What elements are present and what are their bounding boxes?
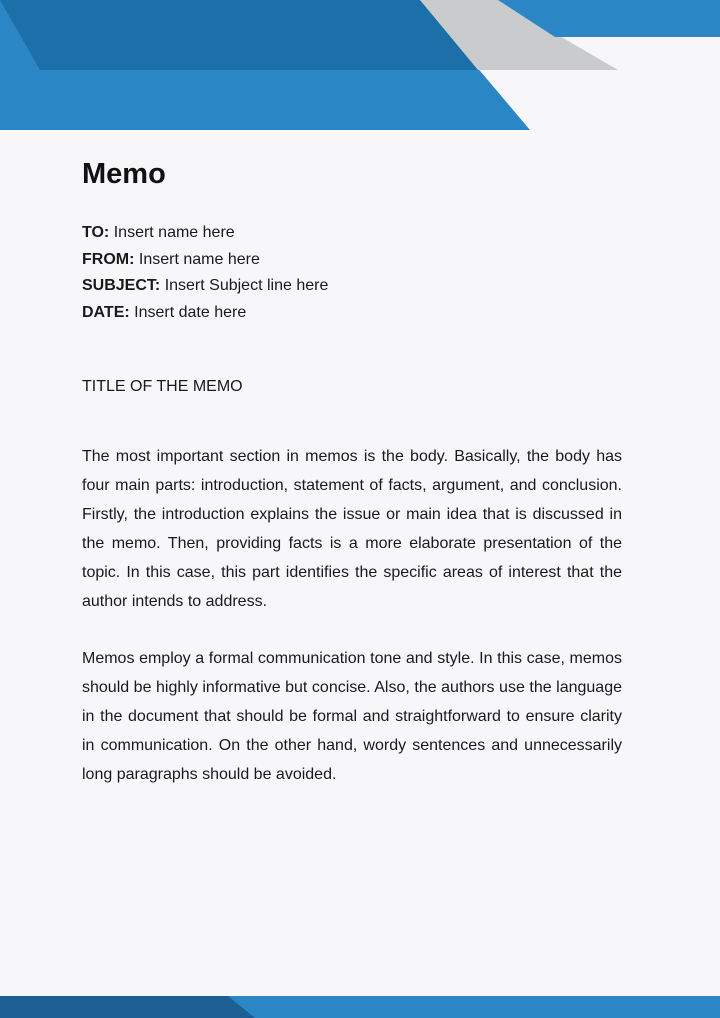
header-graphic	[0, 0, 720, 132]
subject-label: SUBJECT:	[82, 277, 161, 295]
date-line	[82, 300, 622, 327]
body-paragraph: Memos employ a formal communication tone and style. In this case, memos should be highly informative but concise. Also, the authors use the language in the document that should be formal and straightforward to ensure clarity in communication. On the other hand, wordy sentences and unnecessarily long paragraphs should be avoided.	[82, 649, 622, 783]
from-line	[82, 247, 622, 274]
to-line	[82, 220, 622, 247]
to-label: TO:	[82, 224, 110, 241]
from-label: FROM:	[82, 250, 135, 268]
memo-document	[82, 152, 622, 789]
date-label: DATE:	[82, 304, 130, 322]
footer-dark-band	[0, 996, 255, 1018]
date-value: Insert date here	[134, 304, 247, 322]
from-value: Insert name here	[138, 250, 260, 268]
body-paragraph: The most important section in memos is the body. Basically, the body has four main parts: introduction, statement of facts, argument, and conclusion. Firstly, the introduction explains the issue or main idea that is discussed in the memo. Then, providing facts is a more elaborate presentation of the topic. In this case, this part identifies the specific areas of interest that the author intends to address.	[82, 447, 622, 610]
memo-title: Memo	[82, 158, 166, 190]
memo-section-title: TITLE OF THE MEMO	[82, 377, 243, 395]
subject-value: Insert Subject line here	[164, 277, 329, 295]
header-dark-band	[0, 0, 478, 70]
memo-header-fields	[82, 220, 622, 327]
to-value: Insert name here	[113, 224, 235, 241]
subject-line	[82, 273, 622, 300]
footer-graphic	[0, 992, 720, 1018]
